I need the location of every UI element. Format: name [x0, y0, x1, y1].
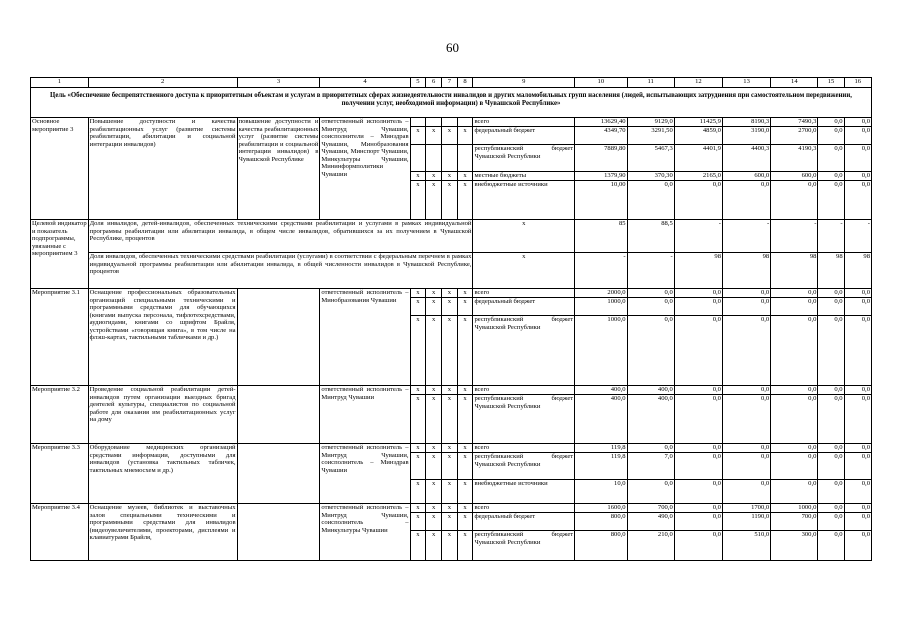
value-cell: 4349,70 [575, 127, 627, 145]
header-cell: 10 [575, 78, 627, 88]
value-cell: 700,0 [627, 504, 674, 513]
value-cell: 3190,0 [722, 127, 770, 145]
mark-cell [442, 145, 458, 172]
funding-source: внебюджетные источники [473, 181, 575, 220]
funding-source: республиканский бюджет Чувашской Республики [473, 395, 575, 444]
mark-cell [426, 145, 442, 172]
value-cell: 4400,3 [722, 145, 770, 172]
value-cell: - [674, 220, 722, 253]
indicator-text: Доля инвалидов, обеспеченных техническими средствами реабилитации (услугами) в соответствии с федеральным перечнем в рамках индивидуальной программы реабилитации или абилитации инвалида, в общей численности инвалидов в Чувашской Республике, процентов [88, 253, 473, 289]
mark-cell: x [426, 172, 442, 181]
mark-cell [426, 118, 442, 127]
activity-description: Оснащение профессиональных образовательных организаций специальными техническими и программными средствами для обучающихся (книгами выпуска персонала, тифлотехсредствами, аудиогидами, книгами со шрифтом Брайля, устройствами «говорящая книга», в том числе на флэш-картах, тактильными табличками и др.) [88, 289, 237, 386]
value-cell: 1000,0 [575, 316, 627, 386]
mark-cell: x [442, 395, 458, 444]
value-cell: 7,0 [627, 453, 674, 480]
value-cell: 0,0 [844, 386, 871, 395]
mark-cell [457, 118, 473, 127]
mark-cell: x [410, 504, 426, 513]
program-table [30, 77, 872, 561]
funding-source: федеральный бюджет [473, 298, 575, 316]
activity-description: Оборудование медицинских организаций средствами информации, доступными для инвалидов (установка тактильных табличек, тактильных мнемосхем и др.) [88, 444, 237, 504]
value-cell: 0,0 [844, 172, 871, 181]
table-row [31, 88, 872, 118]
mark-cell: x [426, 480, 442, 504]
value-cell: 0,0 [844, 513, 871, 531]
value-cell: 0,0 [674, 289, 722, 298]
funding-source: федеральный бюджет [473, 127, 575, 145]
mark-cell: x [457, 453, 473, 480]
value-cell: 0,0 [818, 181, 844, 220]
mark-cell: x [426, 289, 442, 298]
funding-source: всего [473, 118, 575, 127]
value-cell: 119,8 [575, 453, 627, 480]
activity-label: Мероприятие 3.3 [31, 444, 89, 504]
indicator-label: Целевой индикатор и показатель подпрограммы, увязанные с мероприятием 3 [31, 220, 89, 289]
mark-cell: x [410, 316, 426, 386]
mark-cell: x [426, 444, 442, 453]
header-cell: 9 [473, 78, 575, 88]
value-cell: 8190,3 [722, 118, 770, 127]
value-cell: - [627, 253, 674, 289]
mark-cell: x [457, 127, 473, 145]
mark-cell: x [473, 220, 575, 253]
mark-cell: x [457, 316, 473, 386]
mark-cell: x [457, 172, 473, 181]
page-number: 60 [446, 40, 459, 55]
mark-cell: x [442, 504, 458, 513]
goal-title: Цель «Обеспечение беспрепятственного доступа к приоритетным объектам и услугам в приоритетных сферах жизнедеятельности инвалидов и других маломобильных групп населения (людей, испытывающих затруднения при самостоятельном передвижении, получении услуг, необходимой информации) в Чувашской Республике» [31, 88, 872, 118]
value-cell: 0,0 [674, 513, 722, 531]
value-cell: 0,0 [627, 289, 674, 298]
value-cell: 98 [771, 253, 818, 289]
funding-source: федеральный бюджет [473, 513, 575, 531]
value-cell: 11425,9 [674, 118, 722, 127]
activity-label: Основное мероприятие 3 [31, 118, 89, 220]
value-cell: 0,0 [674, 453, 722, 480]
header-cell: 13 [722, 78, 770, 88]
header-cell: 3 [237, 78, 320, 88]
mark-cell: x [426, 127, 442, 145]
header-cell: 14 [771, 78, 818, 88]
mark-cell: x [457, 480, 473, 504]
mark-cell: x [457, 531, 473, 561]
value-cell: 0,0 [674, 444, 722, 453]
mark-cell: x [410, 127, 426, 145]
value-cell: 1000,0 [771, 504, 818, 513]
value-cell: 0,0 [818, 316, 844, 386]
value-cell: 0,0 [771, 316, 818, 386]
header-cell: 12 [674, 78, 722, 88]
value-cell: 3291,50 [627, 127, 674, 145]
value-cell: 800,0 [575, 513, 627, 531]
table-row [31, 78, 872, 88]
value-cell: 0,0 [818, 395, 844, 444]
value-cell: 0,0 [844, 480, 871, 504]
mark-cell: x [410, 289, 426, 298]
mark-cell: x [442, 386, 458, 395]
mark-cell: x [442, 172, 458, 181]
value-cell: 400,0 [627, 386, 674, 395]
activity-label: Мероприятие 3.1 [31, 289, 89, 386]
mark-cell: x [473, 253, 575, 289]
value-cell: 0,0 [818, 145, 844, 172]
value-cell: 0,0 [818, 289, 844, 298]
mark-cell: x [442, 453, 458, 480]
value-cell: 0,0 [818, 504, 844, 513]
value-cell: 0,0 [844, 444, 871, 453]
mark-cell: x [426, 298, 442, 316]
mark-cell: x [457, 513, 473, 531]
table-row [31, 386, 872, 395]
value-cell: 0,0 [818, 513, 844, 531]
value-cell: 0,0 [722, 444, 770, 453]
mark-cell: x [410, 453, 426, 480]
mark-cell: x [426, 181, 442, 220]
mark-cell [457, 145, 473, 172]
mark-cell: x [457, 504, 473, 513]
value-cell: 0,0 [674, 181, 722, 220]
value-cell: 0,0 [674, 480, 722, 504]
value-cell: 0,0 [674, 395, 722, 444]
value-cell: 0,0 [844, 127, 871, 145]
value-cell: 0,0 [771, 386, 818, 395]
mark-cell [410, 118, 426, 127]
value-cell: 0,0 [627, 181, 674, 220]
funding-source: республиканский бюджет Чувашской Республики [473, 453, 575, 480]
activity-result [237, 444, 320, 504]
value-cell: 0,0 [844, 118, 871, 127]
value-cell: 0,0 [722, 289, 770, 298]
value-cell: 0,0 [844, 145, 871, 172]
value-cell: 0,0 [722, 298, 770, 316]
value-cell: 0,0 [818, 127, 844, 145]
value-cell: 0,0 [844, 531, 871, 561]
value-cell: - [771, 220, 818, 253]
funding-source: республиканский бюджет Чувашской Республики [473, 145, 575, 172]
mark-cell: x [410, 513, 426, 531]
funding-source: республиканский бюджет Чувашской Республики [473, 531, 575, 561]
indicator-text: Доля инвалидов, детей-инвалидов, обеспеченных техническими средствами реабилитации и услугами в рамках индивидуальной программы реабилитации или абилитации инвалида, в общем числе инвалидов, обратившихся за их получением в Чувашской Республике, процентов [88, 220, 473, 253]
mark-cell: x [426, 316, 442, 386]
mark-cell: x [442, 127, 458, 145]
value-cell: 0,0 [627, 480, 674, 504]
mark-cell: x [442, 444, 458, 453]
value-cell: 0,0 [627, 316, 674, 386]
mark-cell: x [410, 444, 426, 453]
table-row [31, 253, 872, 289]
value-cell: 0,0 [674, 531, 722, 561]
funding-source: всего [473, 386, 575, 395]
mark-cell: x [410, 395, 426, 444]
value-cell: 400,0 [575, 386, 627, 395]
mark-cell: x [426, 395, 442, 444]
value-cell: 1700,0 [722, 504, 770, 513]
value-cell: 88,5 [627, 220, 674, 253]
value-cell: 0,0 [771, 453, 818, 480]
value-cell: 119,8 [575, 444, 627, 453]
mark-cell: x [426, 531, 442, 561]
header-cell: 5 [410, 78, 426, 88]
mark-cell: x [426, 504, 442, 513]
header-cell: 11 [627, 78, 674, 88]
value-cell: - [575, 253, 627, 289]
mark-cell: x [442, 316, 458, 386]
value-cell: 98 [674, 253, 722, 289]
value-cell: 2165,0 [674, 172, 722, 181]
activity-executor: ответственный исполнитель – Минтруд Чувашии, соисполнители – Минздрав Чувашии, Минобразования Чувашии, Минспорт Чувашии, Минкультуры Чувашии, Мининформполитики Чувашии [320, 118, 410, 220]
value-cell: 4859,0 [674, 127, 722, 145]
value-cell: 0,0 [674, 386, 722, 395]
header-cell: 7 [442, 78, 458, 88]
value-cell: 5467,3 [627, 145, 674, 172]
header-cell: 16 [844, 78, 871, 88]
activity-description: Оснащение музеев, библиотек и выставочных залов специальными техническими и программными средствами для инвалидов (видеоувеличителями, проекторами, дисплеями и клавиатурами Брайля, [88, 504, 237, 561]
value-cell: 10,0 [575, 480, 627, 504]
value-cell: 13629,40 [575, 118, 627, 127]
value-cell: 700,0 [771, 513, 818, 531]
mark-cell: x [442, 480, 458, 504]
value-cell: - [818, 220, 844, 253]
activity-description: Проведение социальной реабилитации детей-инвалидов путем организации выездных бригад деятелей культуры, специалистов по социальной работе для оказания им реабилитационных услуг на дому [88, 386, 237, 444]
value-cell: 0,0 [771, 298, 818, 316]
mark-cell: x [457, 298, 473, 316]
value-cell: 0,0 [674, 504, 722, 513]
mark-cell: x [442, 531, 458, 561]
activity-result [237, 386, 320, 444]
value-cell: 1600,0 [575, 504, 627, 513]
mark-cell [410, 145, 426, 172]
value-cell: 1379,90 [575, 172, 627, 181]
value-cell: 0,0 [818, 118, 844, 127]
value-cell: 400,0 [575, 395, 627, 444]
value-cell: 0,0 [844, 504, 871, 513]
value-cell: 1000,0 [575, 298, 627, 316]
value-cell: 800,0 [575, 531, 627, 561]
value-cell: 0,0 [818, 386, 844, 395]
table-row [31, 444, 872, 453]
value-cell: 7889,80 [575, 145, 627, 172]
value-cell: 0,0 [844, 453, 871, 480]
value-cell: - [722, 220, 770, 253]
activity-executor: ответственный исполнитель – Минтруд Чувашии, соисполнитель – Минздрав Чувашии [320, 444, 410, 504]
value-cell: 0,0 [818, 480, 844, 504]
mark-cell: x [442, 513, 458, 531]
mark-cell: x [457, 289, 473, 298]
header-cell: 15 [818, 78, 844, 88]
activity-executor: ответственный исполнитель – Минтруд Чувашии, соисполнитель – Минкультуры Чувашии [320, 504, 410, 561]
value-cell: - [844, 220, 871, 253]
mark-cell: x [442, 289, 458, 298]
value-cell: 0,0 [722, 480, 770, 504]
value-cell: 300,0 [771, 531, 818, 561]
value-cell: 0,0 [722, 386, 770, 395]
value-cell: 0,0 [844, 298, 871, 316]
value-cell: 0,0 [627, 298, 674, 316]
header-cell: 4 [320, 78, 410, 88]
table-row [31, 118, 872, 127]
value-cell: 98 [722, 253, 770, 289]
value-cell: 0,0 [818, 298, 844, 316]
value-cell: 0,0 [674, 316, 722, 386]
value-cell: 0,0 [818, 444, 844, 453]
value-cell: 0,0 [771, 480, 818, 504]
value-cell: 0,0 [844, 316, 871, 386]
value-cell: 10,00 [575, 181, 627, 220]
header-cell: 1 [31, 78, 89, 88]
value-cell: 0,0 [674, 298, 722, 316]
value-cell: 2000,0 [575, 289, 627, 298]
mark-cell: x [426, 453, 442, 480]
activity-result [237, 504, 320, 561]
value-cell: 600,0 [771, 172, 818, 181]
value-cell: 0,0 [722, 181, 770, 220]
activity-executor: ответственный исполнитель – Минтруд Чувашии [320, 386, 410, 444]
value-cell: 4401,9 [674, 145, 722, 172]
funding-source: всего [473, 504, 575, 513]
header-cell: 8 [457, 78, 473, 88]
mark-cell: x [457, 395, 473, 444]
value-cell: 0,0 [818, 453, 844, 480]
value-cell: 0,0 [722, 316, 770, 386]
value-cell: 0,0 [771, 444, 818, 453]
funding-source: республиканский бюджет Чувашской Республики [473, 316, 575, 386]
funding-source: всего [473, 289, 575, 298]
mark-cell: x [457, 444, 473, 453]
mark-cell: x [457, 181, 473, 220]
table-row [31, 220, 872, 253]
value-cell: 0,0 [722, 395, 770, 444]
value-cell: 0,0 [844, 181, 871, 220]
value-cell: 0,0 [627, 444, 674, 453]
mark-cell: x [426, 386, 442, 395]
value-cell: 510,0 [722, 531, 770, 561]
mark-cell [442, 118, 458, 127]
activity-result [237, 289, 320, 386]
value-cell: 4190,3 [771, 145, 818, 172]
mark-cell: x [426, 513, 442, 531]
activity-result: повышение доступности и качества реабилитационных услуг (развитие системы реабилитации и социальной интеграции инвалидов) в Чувашской Республике [237, 118, 320, 220]
value-cell: 9129,0 [627, 118, 674, 127]
funding-source: местные бюджеты [473, 172, 575, 181]
funding-source: внебюджетные источники [473, 480, 575, 504]
mark-cell: x [410, 298, 426, 316]
mark-cell: x [410, 480, 426, 504]
activity-label: Мероприятие 3.2 [31, 386, 89, 444]
mark-cell: x [410, 181, 426, 220]
mark-cell: x [457, 386, 473, 395]
value-cell: 0,0 [771, 395, 818, 444]
value-cell: 210,0 [627, 531, 674, 561]
value-cell: 400,0 [627, 395, 674, 444]
header-cell: 2 [88, 78, 237, 88]
value-cell: 0,0 [818, 172, 844, 181]
header-cell: 6 [426, 78, 442, 88]
value-cell: 7490,3 [771, 118, 818, 127]
value-cell: 85 [575, 220, 627, 253]
activity-label: Мероприятие 3.4 [31, 504, 89, 561]
value-cell: 0,0 [771, 181, 818, 220]
value-cell: 98 [818, 253, 844, 289]
value-cell: 0,0 [771, 289, 818, 298]
value-cell: 98 [844, 253, 871, 289]
value-cell: 490,0 [627, 513, 674, 531]
value-cell: 0,0 [844, 289, 871, 298]
mark-cell: x [442, 181, 458, 220]
value-cell: 600,0 [722, 172, 770, 181]
funding-source: всего [473, 444, 575, 453]
activity-description: Повышение доступности и качества реабилитационных услуг (развитие системы реабилитации, абилитации и социальной интеграции инвалидов) [88, 118, 237, 220]
value-cell: 2700,0 [771, 127, 818, 145]
value-cell: 0,0 [722, 453, 770, 480]
mark-cell: x [410, 531, 426, 561]
mark-cell: x [442, 298, 458, 316]
value-cell: 1190,0 [722, 513, 770, 531]
value-cell: 0,0 [844, 395, 871, 444]
table-row [31, 504, 872, 513]
table-row [31, 289, 872, 298]
value-cell: 0,0 [818, 531, 844, 561]
value-cell: 370,30 [627, 172, 674, 181]
mark-cell: x [410, 386, 426, 395]
activity-executor: ответственный исполнитель – Минобразования Чувашии [320, 289, 410, 386]
mark-cell: x [410, 172, 426, 181]
